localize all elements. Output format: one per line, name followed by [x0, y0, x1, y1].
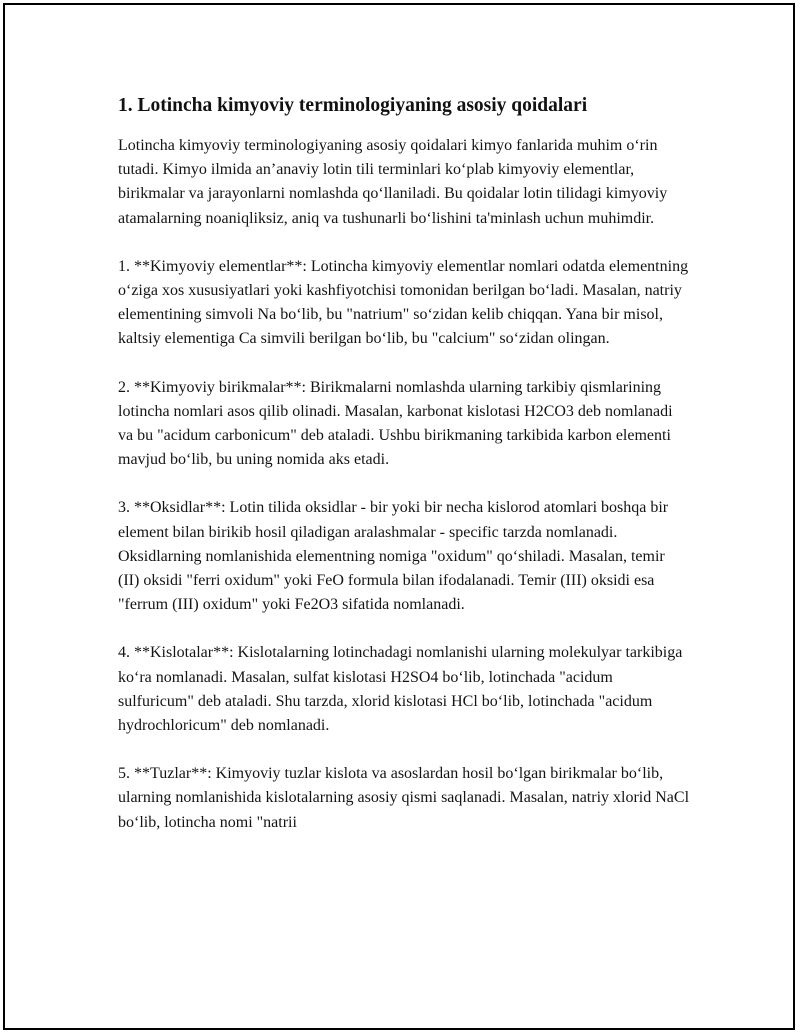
- intro-paragraph: Lotincha kimyoviy terminologiyaning asosiy qoidalari kimyo fanlarida muhim o‘rin tutadi. Kimyo ilmida an’anaviy lotin tili terminlari ko‘plab kimyoviy elementlar, birikmalar va jarayonlarni nomlashda qo‘llaniladi. Bu qoidalar lotin tilidagi kimyoviy atamalarning noaniqliksiz, aniq va tushunarli bo‘lishini ta'minlash uchun muhimdir.: [118, 137, 668, 227]
- paragraph-oxides: 3. **Oksidlar**: Lotin tilida oksidlar - bir yoki bir necha kislorod atomlari boshqa bir element bilan birikib hosil qiladigan aralashmalar - specific tarzda nomlanadi. Oksidlarning nomlanishida elementning nomiga "oxidum" qo‘shiladi. Masalan, temir (II) oksidi "ferri oxidum" yoki FeO formula bilan ifodalanadi. Temir (III) oksidi esa "ferrum (III) oxidum" yoki Fe2O3 sifatida nomlanadi.: [118, 499, 669, 614]
- section-heading: 1. Lotincha kimyoviy terminologiyaning asosiy qoidalari: [118, 95, 588, 116]
- paragraph-salts: 5. **Tuzlar**: Kimyoviy tuzlar kislota va asoslardan hosil bo‘lgan birikmalar bo‘lib, ularning nomlanishida kislotalarning asosiy qismi saqlanadi. Masalan, natriy xlorid NaCl bo‘lib, lotincha nomi "natrii: [118, 765, 690, 831]
- document-body: [118, 92, 690, 859]
- paragraph-acids: 4. **Kislotalar**: Kislotalarning lotinchadagi nomlanishi ularning molekulyar tarkibiga ko‘ra nomlanadi. Masalan, sulfat kislotasi H2SO4 bo‘lib, lotinchada "acidum sulfuricum" deb ataladi. Shu tarzda, xlorid kislotasi HCl bo‘lib, lotinchada "acidum hydrochloricum" deb nomlanadi.: [118, 644, 683, 735]
- paragraph-compounds: 2. **Kimyoviy birikmalar**: Birikmalarni nomlashda ularning tarkibiy qismlarining lotincha nomlari asos qilib olinadi. Masalan, karbonat kislotasi H2CO3 deb nomlanadi va bu "acidum carbonicum" deb ataladi. Ushbu birikmaning tarkibida karbon elementi mavjud bo‘lib, bu uning nomida aks etadi.: [118, 378, 673, 469]
- paragraph-elements: 1. **Kimyoviy elementlar**: Lotincha kimyoviy elementlar nomlari odatda elementning o‘ziga xos xususiyatlari yoki kashfiyotchisi tomonidan berilgan bo‘ladi. Masalan, natriy elementining simvoli Na bo‘lib, bu "natrium" so‘zidan kelib chiqqan. Yana bir misol, kaltsiy elementiga Ca simvili berilgan bo‘lib, bu "calcium" so‘zidan olingan.: [118, 257, 689, 348]
